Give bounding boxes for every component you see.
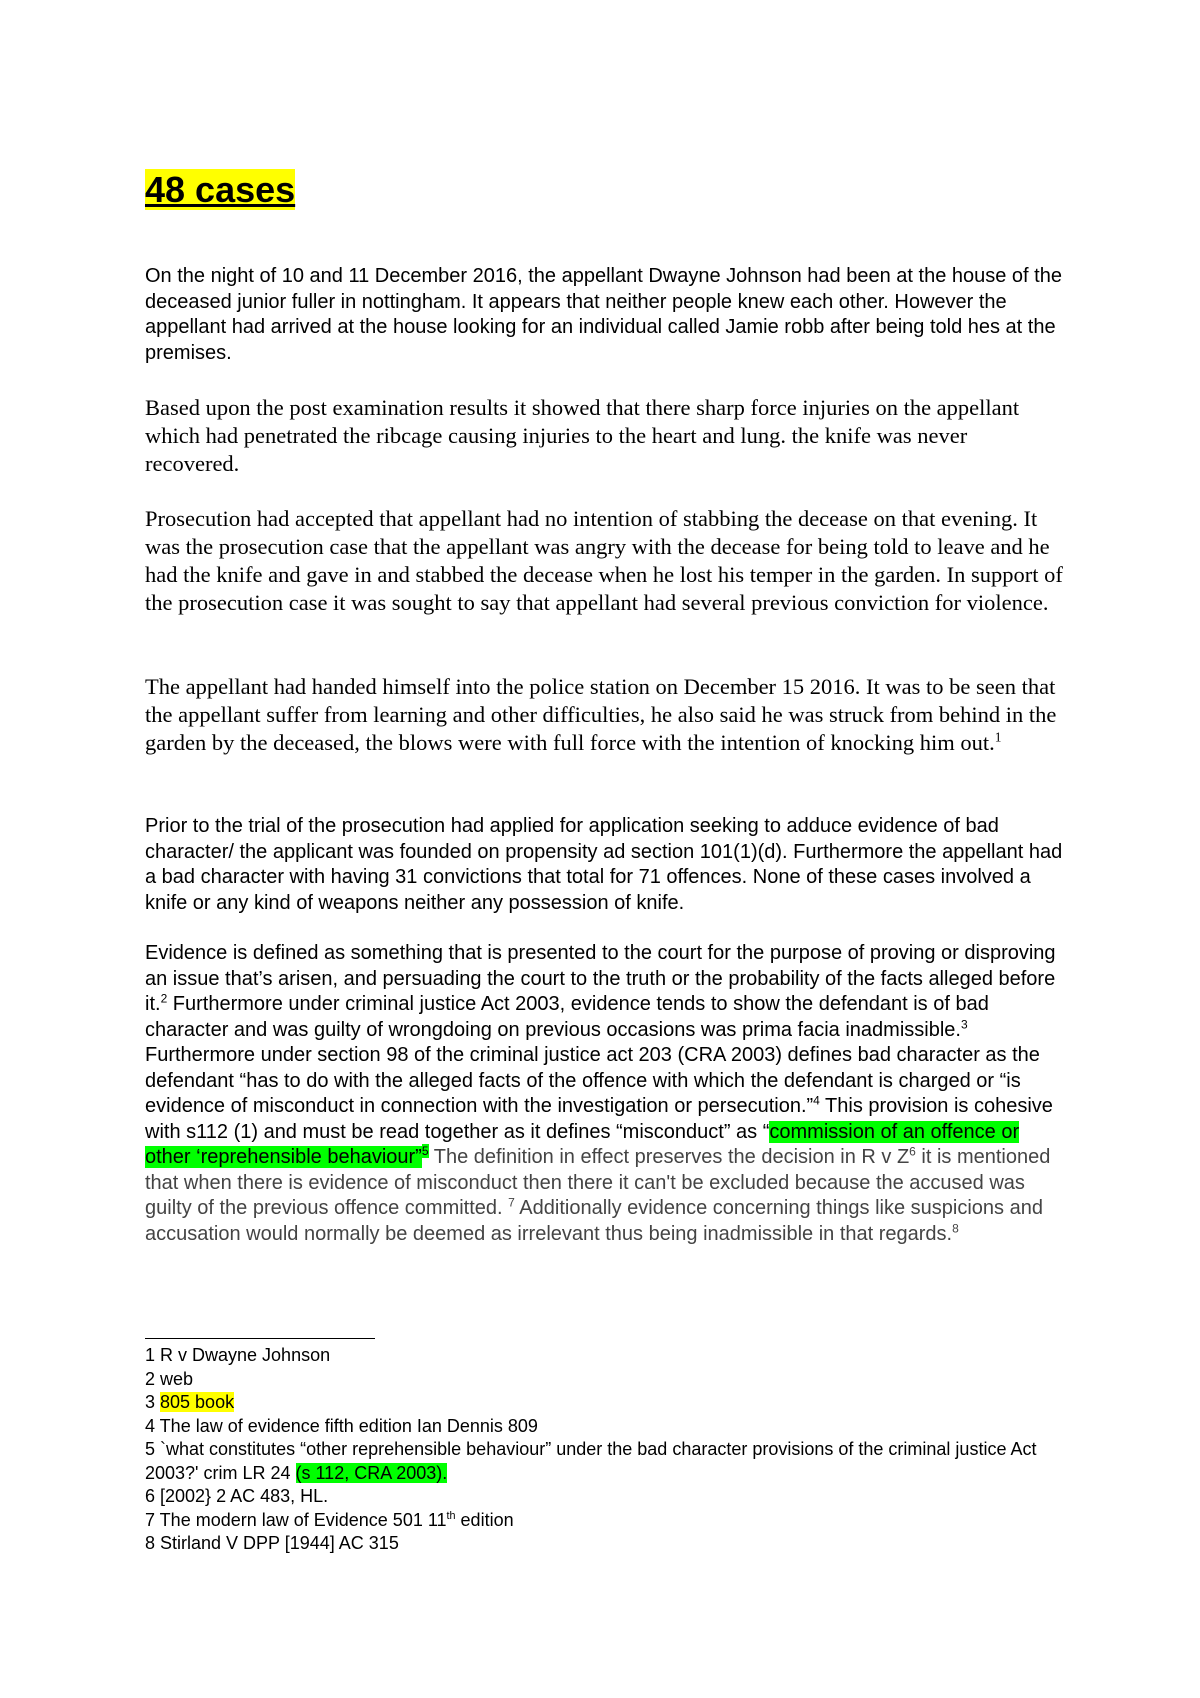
footnote-ref-2: 2 (160, 991, 168, 1006)
footnote-ref-3: 3 (960, 1016, 968, 1031)
footnote-2: 2 web (145, 1368, 194, 1389)
footnote-6: 6 [2002} 2 AC 483, HL. (145, 1486, 329, 1506)
footnote-4: 4 The law of evidence fifth edition Ian Dennis 809 (145, 1415, 538, 1436)
footnote-8: 8 Stirland V DPP [1944] AC 315 (145, 1533, 399, 1553)
footnote-ref-4: 4 (813, 1093, 820, 1108)
paragraph-facts: On the night of 10 and 11 December 2016, the appellant Dwayne Johnson had been at the house of the deceased junior fuller in nottingham. It appears that neither people knew each other. However the appellant had arrived at the house looking for an individual called Jamie robb after being told hes at the premises. (145, 265, 1062, 364)
footnote-5: 5 `what constitutes “other reprehensible behaviour” under the bad character provisions of the criminal justice Act 2003?' crim LR 24 (s 112, CRA 2003). (145, 1439, 1037, 1483)
footnote-ref-1: 1 (994, 729, 1002, 745)
footnote-3: 3 805 book (145, 1392, 235, 1412)
footnote-ref-7: 7 (508, 1195, 515, 1210)
paragraph-evidence-definition: Evidence is defined as something that is presented to the court for the purpose of proving or disproving an issue that’s arisen, and persuading the court to the truth or the probability of the facts alleged before it.$^2$ Furthermore under criminal justice Act 2003, evidence tends to show the defendant is of bad character and was guilty of wrongdoing on previous occasions was prima facia inadmissible.$^3$ Furthermore under section 98 of the criminal justice act 203 (CRA 2003) defines bad character as the defendant “has to do with the alleged facts of the offence with which the defendant is charged or “is evidence of misconduct in connection with the investigation or persecution.”$^4$ This provision is cohesive with s112 (1) and must be read together as it defines “misconduct” as “commission of an offence or other ‘reprehensible behaviour”$^5$ The definition in effect preserves the decision in R v $Z^6$ it is mentioned that when there is evidence of misconduct then there it can't be excluded because the accused was guilty of the previous offence committed. $^7$ Additionally evidence concerning things like suspicions and accusation would normally be deemed as irrelevant thus being inadmissible in that regards.$^8$ (145, 942, 1056, 1245)
footnote-ref-6: 6 (909, 1144, 916, 1159)
footnote-7: 7 The modern law of Evidence 501 11th edition (145, 1509, 514, 1530)
footnote-ref-5: 5 (421, 1144, 429, 1159)
paragraph-post-examination: Based upon the post examination results it showed that there sharp force injuries on the appellant which had penetrated the ribcage causing injuries to the heart and lung. the knife was never recovered. (145, 395, 1020, 476)
footnote-ref-8: 8 (952, 1220, 959, 1235)
paragraph-police-station: The appellant had handed himself into the police station on December 15 2016. It was to be seen that the appellant suffer from learning and other difficulties, he also said he was struck from behind in the garden by the deceased, the blows were with full force with the intention of knocking him out.$^1$ (145, 674, 1057, 755)
page-title: 48 cases (145, 169, 296, 210)
highlighted-quote: commission of an offence or other ‘reprehensible behaviour” (145, 1120, 1020, 1168)
footnotes-list (145, 1344, 1075, 1556)
paragraph-bad-character-application: Prior to the trial of the prosecution had applied for application seeking to adduce evidence of bad character/ the applicant was founded on propensity ad section 101(1)(d). Furthermore the appellant had a bad character with having 31 convictions that total for 71 offences. None of these cases involved a knife or any kind of weapons neither any possession of knife. (145, 815, 1063, 914)
footnote-1: 1 R v Dwayne Johnson (145, 1345, 331, 1365)
footnote-separator (145, 1338, 375, 1339)
paragraph-prosecution: Prosecution had accepted that appellant had no intention of stabbing the decease on that evening. It was the prosecution case that the appellant was angry with the decease for being told to leave and he had the knife and gave in and stabbed the decease when he lost his temper in the garden. In support of the prosecution case it was sought to say that appellant had several previous conviction for violence. (145, 506, 1063, 615)
